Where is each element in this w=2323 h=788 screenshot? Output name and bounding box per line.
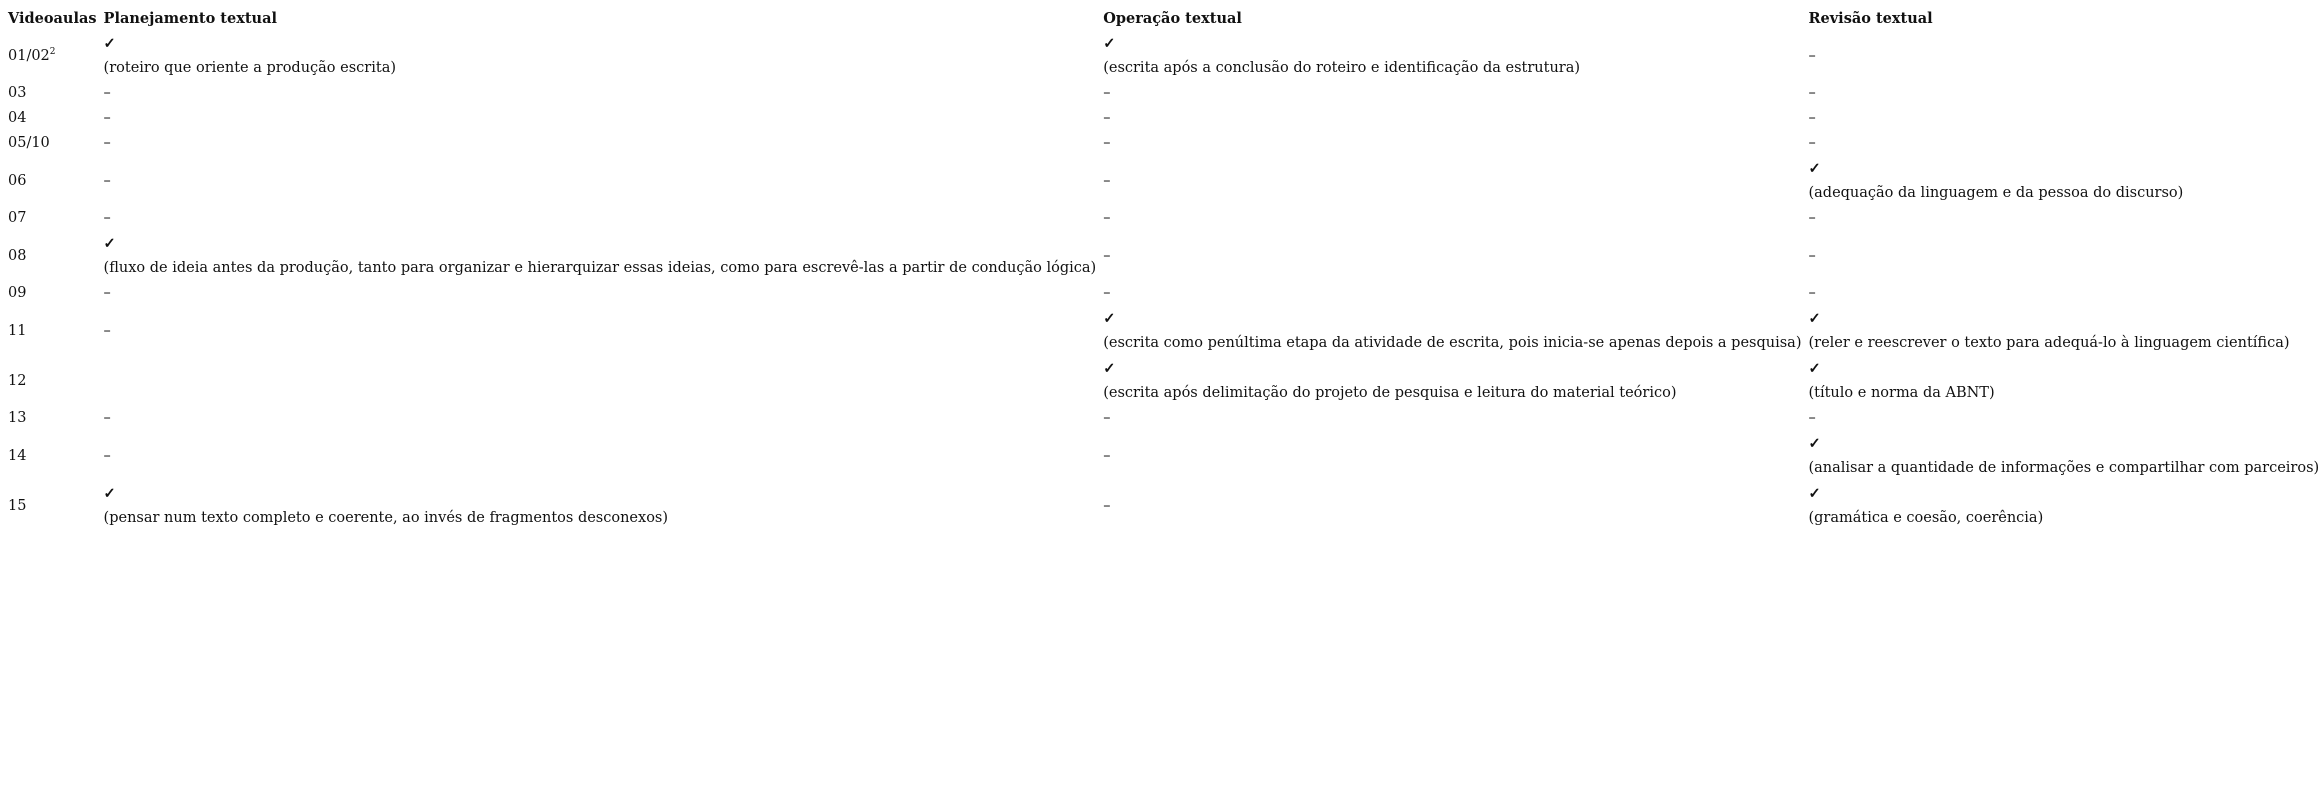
dash-placeholder: – <box>103 172 111 189</box>
check-icon: ✓ <box>1103 310 1116 327</box>
planejamento-cell <box>101 306 1101 356</box>
videoaula-id <box>5 206 101 231</box>
revisao-cell <box>1805 481 2323 531</box>
revisao-note: (analisar a quantidade de informações e compartilhar com parceiros) <box>1808 460 2320 476</box>
videoaula-id <box>5 406 101 431</box>
planejamento-cell <box>101 131 1101 156</box>
dash-placeholder: – <box>1808 47 1816 64</box>
table-row <box>5 356 2323 406</box>
dash-placeholder: – <box>1808 247 1816 264</box>
revisao-note: (adequação da linguagem e da pessoa do discurso) <box>1808 185 2184 201</box>
planejamento-cell <box>101 106 1101 131</box>
check-icon: ✓ <box>103 235 116 252</box>
table-row <box>5 281 2323 306</box>
planejamento-cell <box>101 81 1101 106</box>
operacao-cell <box>1100 106 1805 131</box>
planejamento-cell <box>101 231 1101 281</box>
videoaula-id <box>5 131 101 156</box>
revisao-cell <box>1805 306 2323 356</box>
dash-placeholder: – <box>1103 447 1111 464</box>
table-row <box>5 406 2323 431</box>
videoaula-id <box>5 81 101 106</box>
check-icon: ✓ <box>1103 360 1116 377</box>
dash-placeholder: – <box>1808 135 1816 151</box>
operacao-cell <box>1100 431 1805 481</box>
videoaula-id-text: 06 <box>8 172 27 189</box>
videoaula-id-text: 15 <box>8 497 27 514</box>
videoaula-id-text: 07 <box>8 210 27 226</box>
header-videoaulas: Videoaulas <box>8 10 97 27</box>
revisao-cell <box>1805 356 2323 406</box>
revisao-note: (título e norma da ABNT) <box>1808 385 1995 401</box>
videoaula-id-text: 14 <box>8 447 27 464</box>
check-icon: ✓ <box>1808 360 1821 377</box>
revisao-cell <box>1805 156 2323 206</box>
planejamento-cell <box>101 31 1101 81</box>
videoaula-id-text: 04 <box>8 110 27 126</box>
dash-placeholder: – <box>103 85 111 101</box>
planejamento-note: (fluxo de ideia antes da produção, tanto para organizar e hierarquizar essas ideias, como para escrevê-las a partir de condução lógica) <box>103 260 1097 276</box>
operacao-cell <box>1100 156 1805 206</box>
revisao-cell <box>1805 206 2323 231</box>
videoaula-id <box>5 156 101 206</box>
check-icon: ✓ <box>103 35 116 52</box>
table-row <box>5 106 2323 131</box>
operacao-note: (escrita após a conclusão do roteiro e identificação da estrutura) <box>1103 60 1581 76</box>
operacao-cell <box>1100 356 1805 406</box>
planejamento-cell <box>101 481 1101 531</box>
revisao-cell <box>1805 31 2323 81</box>
dash-placeholder: – <box>103 285 111 301</box>
revisao-cell <box>1805 81 2323 106</box>
planejamento-cell <box>101 406 1101 431</box>
planejamento-cell <box>101 156 1101 206</box>
videoaula-id <box>5 106 101 131</box>
videoaula-id-text: 11 <box>8 322 27 339</box>
dash-placeholder: – <box>103 110 111 126</box>
table-row <box>5 31 2323 81</box>
operacao-cell <box>1100 206 1805 231</box>
videoaula-id-text: 03 <box>8 85 27 101</box>
dash-placeholder: – <box>1808 110 1816 126</box>
planejamento-note: (roteiro que oriente a produção escrita) <box>103 60 396 76</box>
table-row <box>5 131 2323 156</box>
check-icon: ✓ <box>1808 485 1821 502</box>
operacao-cell <box>1100 406 1805 431</box>
revisao-cell <box>1805 106 2323 131</box>
dash-placeholder: – <box>1103 110 1111 126</box>
operacao-cell <box>1100 131 1805 156</box>
header-planejamento: Planejamento textual <box>103 10 278 27</box>
table-row <box>5 481 2323 531</box>
check-icon: ✓ <box>1808 435 1821 452</box>
dash-placeholder: – <box>1103 172 1111 189</box>
planejamento-cell <box>101 281 1101 306</box>
videoaula-id <box>5 481 101 531</box>
dash-placeholder: – <box>1103 85 1111 101</box>
videoaula-id-text: 12 <box>8 372 27 389</box>
operacao-note: (escrita como penúltima etapa da atividade de escrita, pois inicia-se apenas depois a pesquisa) <box>1103 335 1802 351</box>
operacao-cell <box>1100 306 1805 356</box>
revisao-note: (gramática e coesão, coerência) <box>1808 510 2044 526</box>
operacao-cell <box>1100 231 1805 281</box>
videoaulas-table <box>5 6 2323 531</box>
videoaula-id <box>5 306 101 356</box>
revisao-cell <box>1805 406 2323 431</box>
dash-placeholder: – <box>103 135 111 151</box>
dash-placeholder: – <box>1103 497 1111 514</box>
header-revisao: Revisão textual <box>1808 10 1933 27</box>
revisao-cell <box>1805 231 2323 281</box>
table-row <box>5 206 2323 231</box>
check-icon: ✓ <box>1808 310 1821 327</box>
dash-placeholder: – <box>103 322 111 339</box>
footnote-marker: 2 <box>49 46 56 57</box>
dash-placeholder: – <box>103 410 111 426</box>
check-icon: ✓ <box>1103 35 1116 52</box>
dash-placeholder: – <box>1808 210 1816 226</box>
table-body <box>5 31 2323 531</box>
videoaula-id-text: 13 <box>8 410 27 426</box>
planejamento-cell <box>101 431 1101 481</box>
videoaula-id <box>5 231 101 281</box>
dash-placeholder: – <box>1103 410 1111 426</box>
videoaula-id <box>5 31 101 81</box>
videoaula-id-text: 01/02 <box>8 47 50 64</box>
check-icon: ✓ <box>1808 160 1821 177</box>
operacao-cell <box>1100 281 1805 306</box>
videoaula-id-text: 09 <box>8 285 27 301</box>
planejamento-note: (pensar num texto completo e coerente, ao invés de fragmentos desconexos) <box>103 510 669 526</box>
table-row <box>5 306 2323 356</box>
revisao-note: (reler e reescrever o texto para adequá-lo à linguagem científica) <box>1808 335 2290 351</box>
videoaula-id <box>5 356 101 406</box>
videoaula-id-text: 05/10 <box>8 135 50 151</box>
revisao-cell <box>1805 431 2323 481</box>
revisao-cell <box>1805 281 2323 306</box>
operacao-cell <box>1100 81 1805 106</box>
planejamento-cell <box>101 206 1101 231</box>
dash-placeholder: – <box>1808 85 1816 101</box>
videoaula-id <box>5 431 101 481</box>
dash-placeholder: – <box>1103 285 1111 301</box>
revisao-cell <box>1805 131 2323 156</box>
operacao-cell <box>1100 31 1805 81</box>
dash-placeholder: – <box>1103 247 1111 264</box>
header-operacao: Operação textual <box>1103 10 1242 27</box>
table-row <box>5 231 2323 281</box>
dash-placeholder: – <box>1103 135 1111 151</box>
dash-placeholder: – <box>103 447 111 464</box>
dash-placeholder: – <box>1808 410 1816 426</box>
table-row <box>5 431 2323 481</box>
operacao-note: (escrita após delimitação do projeto de pesquisa e leitura do material teórico) <box>1103 385 1677 401</box>
table-row <box>5 156 2323 206</box>
operacao-cell <box>1100 481 1805 531</box>
dash-placeholder: – <box>1808 285 1816 301</box>
videoaula-id <box>5 281 101 306</box>
header-row <box>5 6 2323 31</box>
dash-placeholder: – <box>103 210 111 226</box>
check-icon: ✓ <box>103 485 116 502</box>
dash-placeholder: – <box>1103 210 1111 226</box>
table-header <box>5 6 2323 31</box>
planejamento-cell <box>101 356 1101 406</box>
videoaula-id-text: 08 <box>8 247 27 264</box>
table-row <box>5 81 2323 106</box>
